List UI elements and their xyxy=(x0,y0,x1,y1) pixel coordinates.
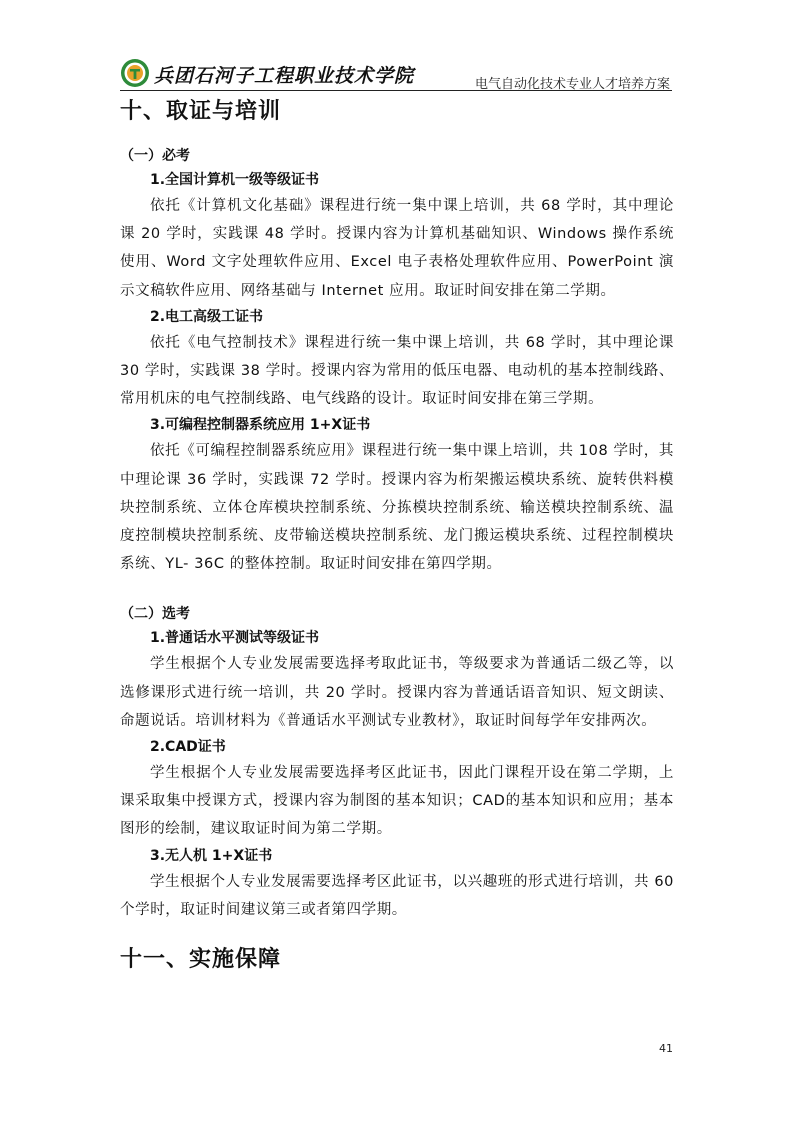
cert-plc-title: 3.可编程控制器系统应用 1+X证书 xyxy=(150,417,371,434)
cert-computer-body: 依托《计算机文化基础》课程进行统一集中课上培训，共 68 学时，其中理论课 20 学时，实践课 48 学时。授课内容为计算机基础知识、Windows 操作系统使用、Word 文字处理软件应用、Excel 电子表格处理软件应用、PowerPoint 演示文稿软件应用、网络基础与 Internet 应用。取证时间安排在第二学期。 xyxy=(120,198,674,299)
cert-cad-title: 2.CAD证书 xyxy=(150,739,226,756)
optional-heading: （二）选考 xyxy=(120,606,190,623)
section-10-title: 十、取证与培训 xyxy=(120,99,282,124)
page-header xyxy=(120,52,672,92)
cert-plc-body: 依托《可编程控制器系统应用》课程进行统一集中课上培训，共 108 学时，其中理论课 36 学时，实践课 72 学时。授课内容为桁架搬运模块系统、旋转供料模块控制系统、立体仓库模块控制系统、分拣模块控制系统、输送模块控制系统、温度控制模块控制系统、皮带输送模块控制系统、龙门搬运模块系统、过程控制模块系统、YL- 36C 的整体控制。取证时间安排在第四学期。 xyxy=(120,443,674,573)
cert-mandarin-body: 学生根据个人专业发展需要选择考取此证书，等级要求为普通话二级乙等，以选修课形式进行统一培训，共 20 学时。授课内容为普通话语音知识、短文朗读、命题说话。培训材料为《普通话水平测试专业教材》，取证时间每学年安排两次。 xyxy=(120,656,674,729)
cert-cad-body: 学生根据个人专业发展需要选择考区此证书，因此门课程开设在第二学期，上课采取集中授课方式，授课内容为制图的基本知识；CAD的基本知识和应用；基本图形的绘制，建议取证时间为第二学期。 xyxy=(120,765,674,838)
cert-computer-title: 1.全国计算机一级等级证书 xyxy=(150,172,320,188)
cert-electrician-body: 依托《电气控制技术》课程进行统一集中课上培训，共 68 学时，其中理论课 30 学时，实践课 38 学时。授课内容为常用的低压电器、电动机的基本控制线路、常用机床的电气控制线路、电气线路的设计。取证时间安排在第三学期。 xyxy=(120,334,674,408)
page-number: 41 xyxy=(659,1042,673,1055)
required-heading: （一）必考 xyxy=(120,148,190,164)
school-name: 兵团石河子工程职业技术学院 xyxy=(154,65,415,87)
header-divider xyxy=(120,90,672,91)
cert-drone-body: 学生根据个人专业发展需要选择考区此证书，以兴趣班的形式进行培训，共 60 个学时，取证时间建议第三或者第四学期。 xyxy=(120,873,674,918)
cert-electrician-title: 2.电工高级工证书 xyxy=(150,308,264,325)
school-logo-icon xyxy=(120,58,150,88)
cert-mandarin-title: 1.普通话水平测试等级证书 xyxy=(150,630,320,647)
page-content xyxy=(120,94,674,978)
document-title: 电气自动化技术专业人才培养方案 xyxy=(474,77,670,92)
section-11-title: 十一、实施保障 xyxy=(120,947,282,973)
cert-drone-title: 3.无人机 1+X证书 xyxy=(150,847,273,864)
